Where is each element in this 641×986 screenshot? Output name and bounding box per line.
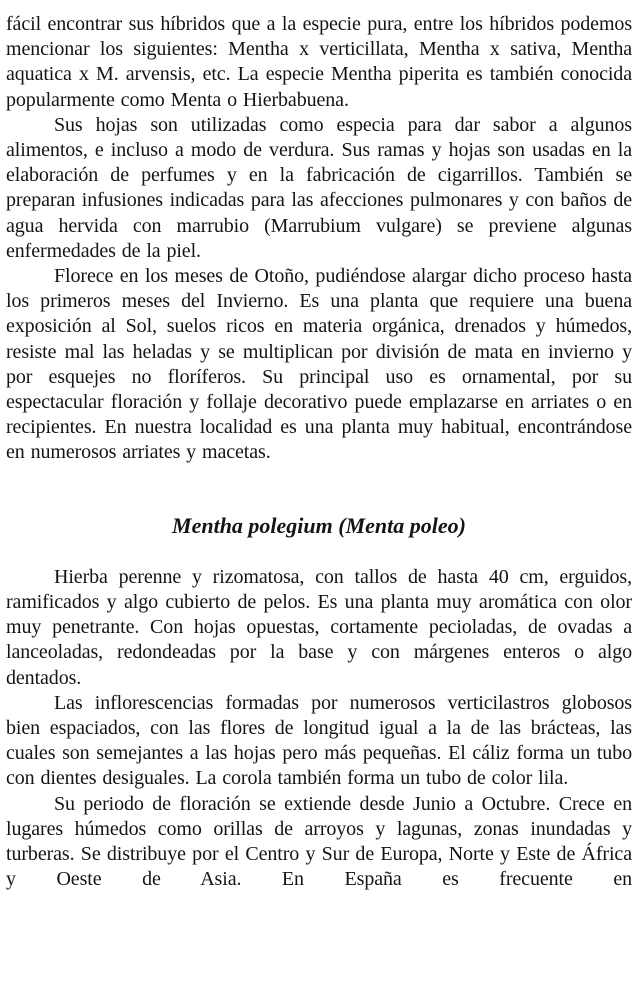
paragraph-inflorescences: Las inflorescencias formadas por numerosos verticilastros globosos bien espaciados, con las flores de longitud igual a la de las brácteas, las cuales son semejantes a las hojas pero más pequeñas. El cáliz forma un tubo con dientes desiguales. La corola también forma un tubo de color lila. [6, 691, 632, 790]
paragraph-plant-description: Hierba perenne y rizomatosa, con tallos de hasta 40 cm, erguidos, ramificados y algo cubierto de pelos. Es una planta muy aromática con olor muy penetrante. Con hojas opuestas, cortamente pecioladas, de ovadas a lanceoladas, redondeadas por la base y con márgenes enteros o algo dentados. [6, 565, 632, 689]
paragraph-flowering-and-cultivation: Florece en los meses de Otoño, pudiéndose alargar dicho proceso hasta los primeros meses del Invierno. Es una planta que requiere una buena exposición al Sol, suelos ricos en materia orgánica, drenados y húmedos, resiste mal las heladas y se multiplican por división de mata en invierno y por esquejes no floríferos. Su principal uso es ornamental, por su espectacular floración y follaje decorativo puede emplazarse en arriates o en recipientes. En nuestra localidad es una planta muy habitual, encontrándose en numerosos arriates y macetas. [6, 265, 632, 464]
section-heading-mentha-polegium: Mentha polegium (Menta poleo) [172, 512, 466, 538]
paragraph-hybrids-continuation: fácil encontrar sus híbridos que a la especie pura, entre los híbridos podemos mencionar los siguientes: Mentha x verticillata, Mentha x sativa, Mentha aquatica x M. arvensis, etc. La especie Mentha piperita es también conocida popularmente como Menta o Hierbabuena. [6, 13, 632, 111]
paragraph-uses-of-leaves: Sus hojas son utilizadas como especia para dar sabor a algunos alimentos, e incluso a modo de verdura. Sus ramas y hojas son usadas en la elaboración de perfumes y en la fabricación de cigarrillos. También se preparan infusiones indicadas para las afecciones pulmonares y con baños de agua hervida con marrubio (Marrubium vulgare) se previene algunas enfermedades de la piel. [6, 113, 632, 262]
paragraph-flowering-distribution: Su periodo de floración se extiende desde Junio a Octubre. Crece en lugares húmedos como orillas de arroyos y lagunas, zonas inundadas y turberas. Se distribuye por el Centro y Sur de Europa, Norte y Este de África y Oeste de Asia. En España es frecuente en [6, 792, 632, 891]
